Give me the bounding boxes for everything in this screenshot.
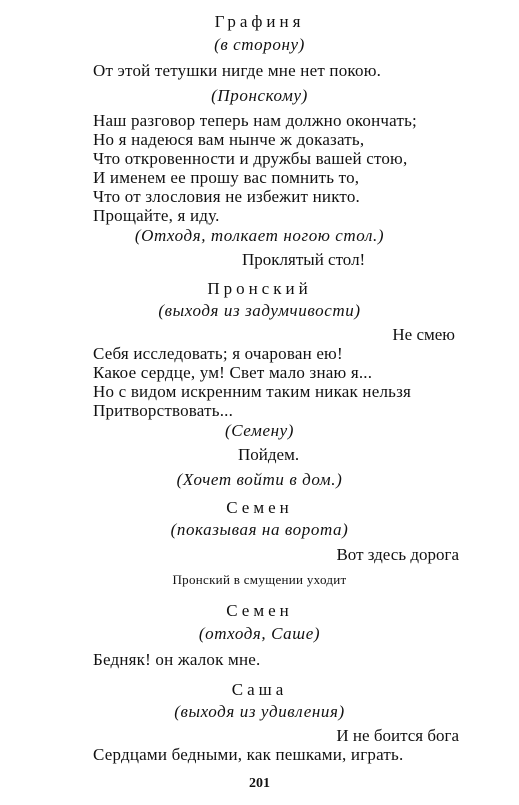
verse-line: Наш разговор теперь нам должно окончать; bbox=[93, 111, 417, 130]
verse-line: Пойдем. bbox=[238, 445, 300, 464]
verse-line: Но с видом искренним таким никак нельзя bbox=[93, 382, 412, 401]
speaker-semen: Семен bbox=[226, 601, 293, 620]
verse-line: Не смею bbox=[392, 325, 455, 344]
verse-line: Вот здесь дорога bbox=[336, 545, 459, 564]
speaker-grafinya: Графиня bbox=[214, 12, 305, 31]
verse-line: И именем ее прошу вас помнить то, bbox=[93, 168, 360, 187]
verse-line: Что откровенности и дружбы вашей стою, bbox=[93, 149, 408, 168]
verse-line: Сердцами бедными, как пешками, играть. bbox=[93, 745, 404, 764]
stage-direction: (отходя, Саше) bbox=[198, 624, 321, 643]
verse-line: Прощайте, я иду. bbox=[93, 206, 220, 225]
verse-line: Себя исследовать; я очарован ею! bbox=[93, 344, 343, 363]
stage-direction: (в сторону) bbox=[214, 35, 305, 54]
verse-line: И не боится бога bbox=[336, 726, 459, 745]
stage-note: Пронский в смущении уходит bbox=[172, 572, 347, 587]
verse-line: Но я надеюся вам нынче ж доказать, bbox=[93, 130, 365, 149]
verse-line: Проклятый стол! bbox=[242, 250, 366, 269]
page-number: 201 bbox=[249, 776, 270, 791]
stage-direction: (Хочет войти в дом.) bbox=[176, 470, 343, 489]
speaker-pronsky: Пронский bbox=[207, 279, 312, 298]
speaker-semen: Семен bbox=[226, 498, 293, 517]
speaker-sasha: Саша bbox=[231, 680, 288, 699]
verse-line: Что от злословия не избежит никто. bbox=[93, 187, 360, 206]
stage-direction: (Пронскому) bbox=[211, 86, 308, 105]
stage-direction: (Семену) bbox=[224, 421, 295, 440]
verse-line: От этой тетушки нигде мне нет покою. bbox=[93, 61, 382, 80]
verse-line: Притворствовать... bbox=[93, 401, 234, 420]
stage-direction: (показывая на ворота) bbox=[170, 520, 349, 539]
stage-direction: (выходя из задумчивости) bbox=[158, 301, 361, 320]
verse-line: Бедняк! он жалок мне. bbox=[93, 650, 261, 669]
verse-line: Какое сердце, ум! Свет мало знаю я... bbox=[93, 363, 373, 382]
stage-direction: (Отходя, толкает ногою стол.) bbox=[134, 226, 385, 245]
stage-direction: (выходя из удивления) bbox=[174, 702, 345, 721]
